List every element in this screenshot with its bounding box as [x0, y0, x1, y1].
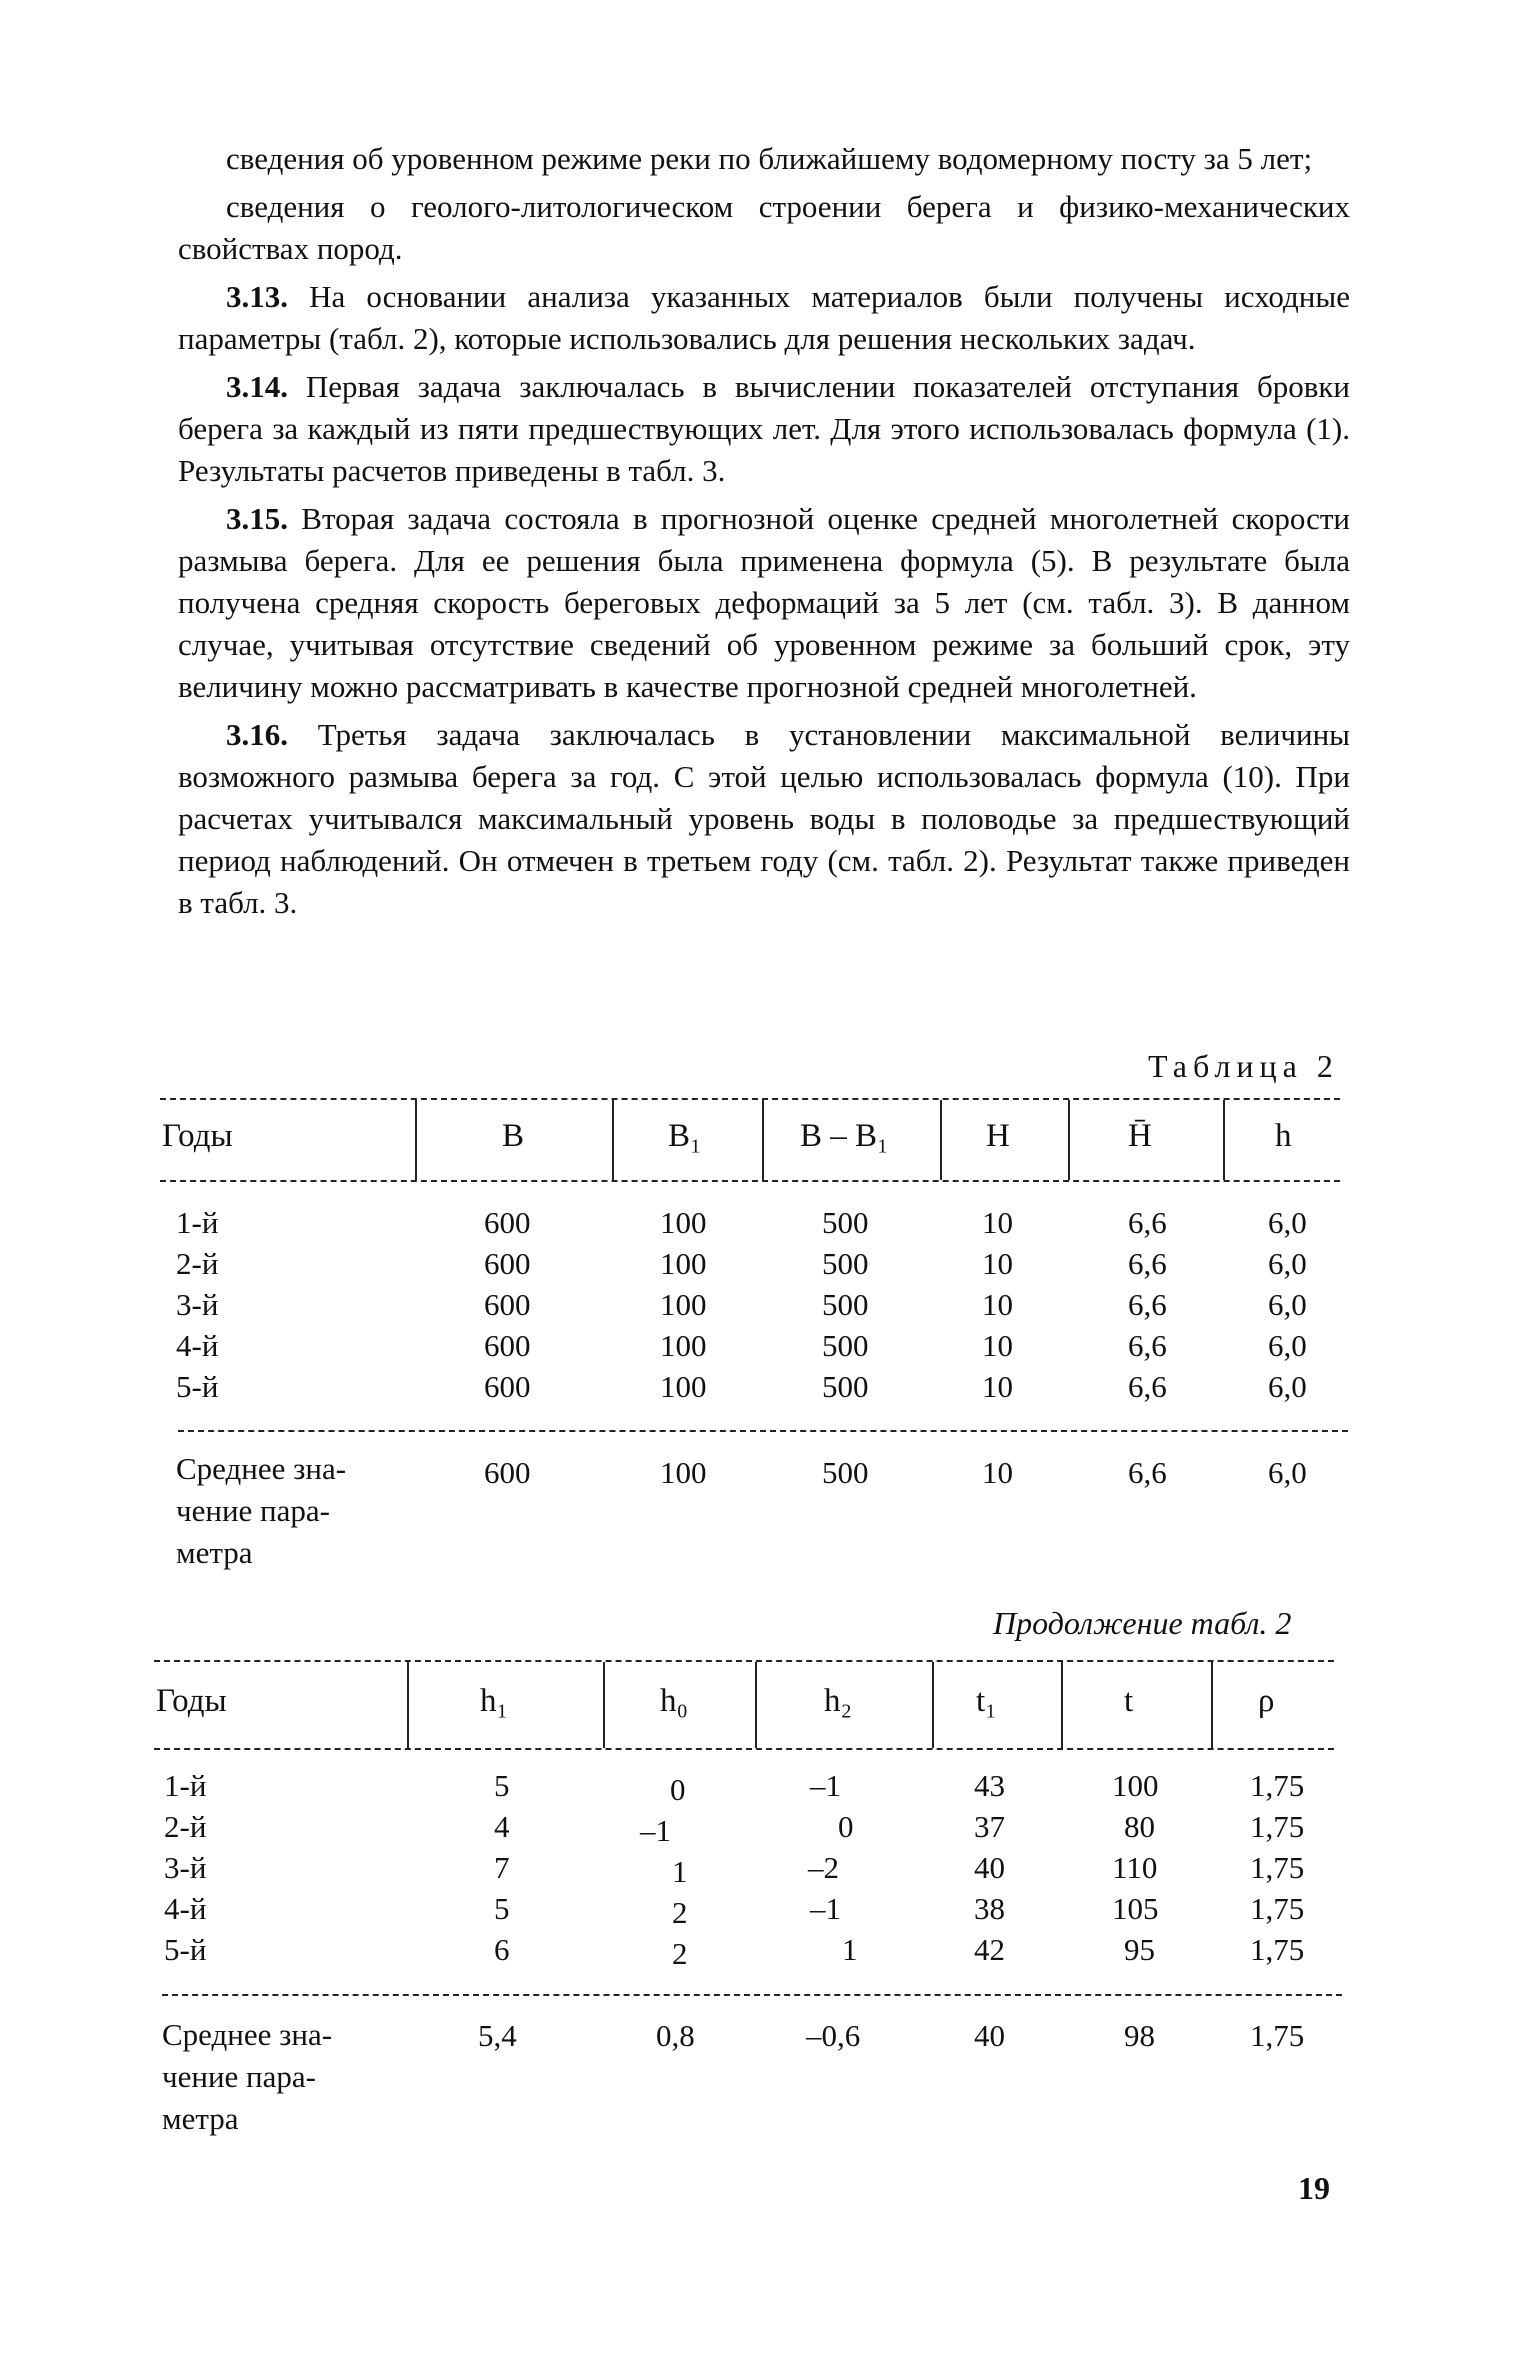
column-header: h₁: [480, 1683, 509, 1719]
column-header: t₁: [976, 1683, 997, 1719]
column-divider: [762, 1100, 764, 1180]
table-continuation-caption: Продолжение табл. 2: [993, 1605, 1292, 1641]
mean-cell: 5,4: [478, 2018, 517, 2053]
column-header: t: [1124, 1683, 1134, 1719]
paragraph: сведения об уровенном режиме реки по ближайшему водомерному посту за 5 лет;: [226, 141, 1313, 176]
table-cell: 600: [484, 1328, 531, 1363]
table-cell: –2: [808, 1850, 839, 1885]
table-cell: 1,75: [1250, 1932, 1305, 1967]
mean-cell: 600: [484, 1455, 531, 1490]
row-year: 4-й: [176, 1328, 219, 1363]
table-cell: 43: [974, 1768, 1005, 1803]
column-divider: [940, 1100, 942, 1180]
table-cell: 1,75: [1250, 1850, 1305, 1885]
table-cell: 500: [822, 1328, 869, 1363]
table-cell: 6,0: [1268, 1287, 1307, 1322]
table-cell: 6: [494, 1932, 510, 1967]
mean-cell: 0,8: [656, 2018, 695, 2053]
stub-header: Годы: [162, 1118, 233, 1154]
paragraph: сведения о геолого-литологическом строении берега и физико-механических свойствах пород.: [178, 189, 1350, 266]
table-cell: 6,6: [1128, 1287, 1167, 1322]
column-divider: [612, 1100, 614, 1180]
table-rule-header: [154, 1748, 1334, 1750]
table-rule-top: [160, 1098, 1340, 1100]
body-text: [178, 138, 1350, 930]
column-divider: [1223, 1100, 1225, 1180]
column-header: B: [502, 1118, 525, 1154]
row-year: 1-й: [164, 1768, 207, 1803]
table-rule-bottom: [178, 1430, 1348, 1432]
table-cell: 6,0: [1268, 1205, 1307, 1240]
table-cell: –1: [810, 1768, 841, 1803]
table-cell: 1,75: [1250, 1768, 1305, 1803]
table-cell: 1,75: [1250, 1809, 1305, 1844]
column-header: h₂: [824, 1683, 853, 1719]
mean-cell: 100: [660, 1455, 707, 1490]
mean-cell: 6,6: [1128, 1455, 1167, 1490]
table-cell: 1: [842, 1932, 858, 1967]
table-cell: –1: [810, 1891, 841, 1926]
table-cell: 1: [672, 1854, 688, 1889]
table-rule-bottom: [162, 1994, 1342, 1996]
mean-cell: 40: [974, 2018, 1005, 2053]
column-header: ρ: [1258, 1683, 1275, 1719]
paragraph-3-16: 3.16. Третья задача заключалась в установлении максимальной величины возможного размыва берега за год. С этой целью использовалась формула (10). При расчетах учитывался максимальный уровень воды в половодье за предшествующий период наблюдений. Он отмечен в третьем году (см. табл. 2). Результат также приведен в табл. 3.: [178, 717, 1351, 920]
table-cell: 6,6: [1128, 1369, 1167, 1404]
paragraph-3-15: 3.15. Вторая задача состояла в прогнозной оценке средней многолетней скорости размыва берега. Для ее решения была применена формула (5). В результате была получена средняя скорость береговых деформаций за 5 лет (см. табл. 3). В данном случае, учитывая отсутствие сведений об уровенном режиме за больший срок, эту величину можно рассматривать в качестве прогнозной средней многолетней.: [178, 501, 1351, 704]
table-cell: 37: [974, 1809, 1005, 1844]
mean-cell: 500: [822, 1455, 869, 1490]
stub-header: Годы: [156, 1683, 227, 1719]
table-cell: 38: [974, 1891, 1005, 1926]
table-cell: 10: [982, 1287, 1013, 1322]
table-cell: 0: [838, 1809, 854, 1844]
column-header: H: [986, 1118, 1010, 1154]
table-cell: 6,0: [1268, 1369, 1307, 1404]
column-divider: [1068, 1100, 1070, 1180]
table-cell: 10: [982, 1205, 1013, 1240]
table-cell: 500: [822, 1246, 869, 1281]
table-cell: 10: [982, 1369, 1013, 1404]
table-cell: 7: [494, 1850, 510, 1885]
table-rule-header: [160, 1180, 1340, 1182]
row-year: 1-й: [176, 1205, 219, 1240]
table-cell: 600: [484, 1205, 531, 1240]
row-year: 5-й: [164, 1932, 207, 1967]
table-rule-top: [154, 1660, 1334, 1662]
column-divider: [755, 1662, 757, 1748]
table-cell: 80: [1124, 1809, 1155, 1844]
table-cell: 2: [672, 1895, 688, 1930]
table-cell: 500: [822, 1205, 869, 1240]
column-divider: [1061, 1662, 1063, 1748]
table-cell: 4: [494, 1809, 510, 1844]
table-cell: 500: [822, 1369, 869, 1404]
table-cell: 600: [484, 1369, 531, 1404]
column-divider: [407, 1662, 409, 1748]
column-header: B – B₁: [800, 1118, 889, 1154]
table-cell: 100: [660, 1369, 707, 1404]
column-divider: [415, 1100, 417, 1180]
table-cell: 6,6: [1128, 1205, 1167, 1240]
table-cell: 500: [822, 1287, 869, 1322]
row-year: 2-й: [176, 1246, 219, 1281]
table-cell: 110: [1112, 1850, 1158, 1885]
paragraph-3-13: 3.13. На основании анализа указанных материалов были получены исходные параметры (табл. 2), которые использовались для решения нескольких задач.: [178, 279, 1350, 356]
table-cell: 2: [672, 1936, 688, 1971]
table-cell: 5: [494, 1768, 510, 1803]
table-cell: 6,0: [1268, 1246, 1307, 1281]
column-header: h₀: [660, 1683, 689, 1719]
table-cell: 100: [660, 1287, 707, 1322]
table-cell: 0: [670, 1772, 686, 1807]
mean-cell: 6,0: [1268, 1455, 1307, 1490]
table-cell: 1,75: [1250, 1891, 1305, 1926]
column-header: h: [1275, 1118, 1292, 1154]
table-cell: 10: [982, 1246, 1013, 1281]
row-year: 4-й: [164, 1891, 207, 1926]
mean-cell: 98: [1124, 2018, 1155, 2053]
table-caption: Таблица 2: [1148, 1048, 1339, 1084]
table-cell: 95: [1124, 1932, 1155, 1967]
table-cell: 10: [982, 1328, 1013, 1363]
table-cell: 100: [1112, 1768, 1159, 1803]
page-number: 19: [1298, 2170, 1330, 2206]
table-cell: –1: [640, 1813, 671, 1848]
row-year: 3-й: [176, 1287, 219, 1322]
table-cell: 40: [974, 1850, 1005, 1885]
mean-cell: 10: [982, 1455, 1013, 1490]
table-cell: 600: [484, 1246, 531, 1281]
table-cell: 100: [660, 1246, 707, 1281]
table-cell: 6,0: [1268, 1328, 1307, 1363]
table-cell: 5: [494, 1891, 510, 1926]
paragraph-3-14: 3.14. Первая задача заключалась в вычислении показателей отступания бровки берега за каждый из пяти предшествующих лет. Для этого использовалась формула (1). Результаты расчетов приведены в табл. 3.: [178, 369, 1350, 488]
column-header: H̄: [1128, 1118, 1152, 1154]
mean-cell: –0,6: [806, 2018, 861, 2053]
mean-label: Среднее зна- чение пара- метра: [162, 2017, 333, 2136]
table-cell: 6,6: [1128, 1328, 1167, 1363]
column-divider: [603, 1662, 605, 1748]
table-cell: 42: [974, 1932, 1005, 1967]
mean-label: Среднее зна- чение пара- метра: [176, 1451, 347, 1570]
column-header: B₁: [668, 1118, 702, 1154]
table-cell: 105: [1112, 1891, 1159, 1926]
row-year: 3-й: [164, 1850, 207, 1885]
column-divider: [932, 1662, 934, 1748]
row-year: 5-й: [176, 1369, 219, 1404]
mean-cell: 1,75: [1250, 2018, 1305, 2053]
table-cell: 100: [660, 1328, 707, 1363]
table-cell: 100: [660, 1205, 707, 1240]
table-cell: 6,6: [1128, 1246, 1167, 1281]
column-divider: [1211, 1662, 1213, 1748]
row-year: 2-й: [164, 1809, 207, 1844]
table-cell: 600: [484, 1287, 531, 1322]
